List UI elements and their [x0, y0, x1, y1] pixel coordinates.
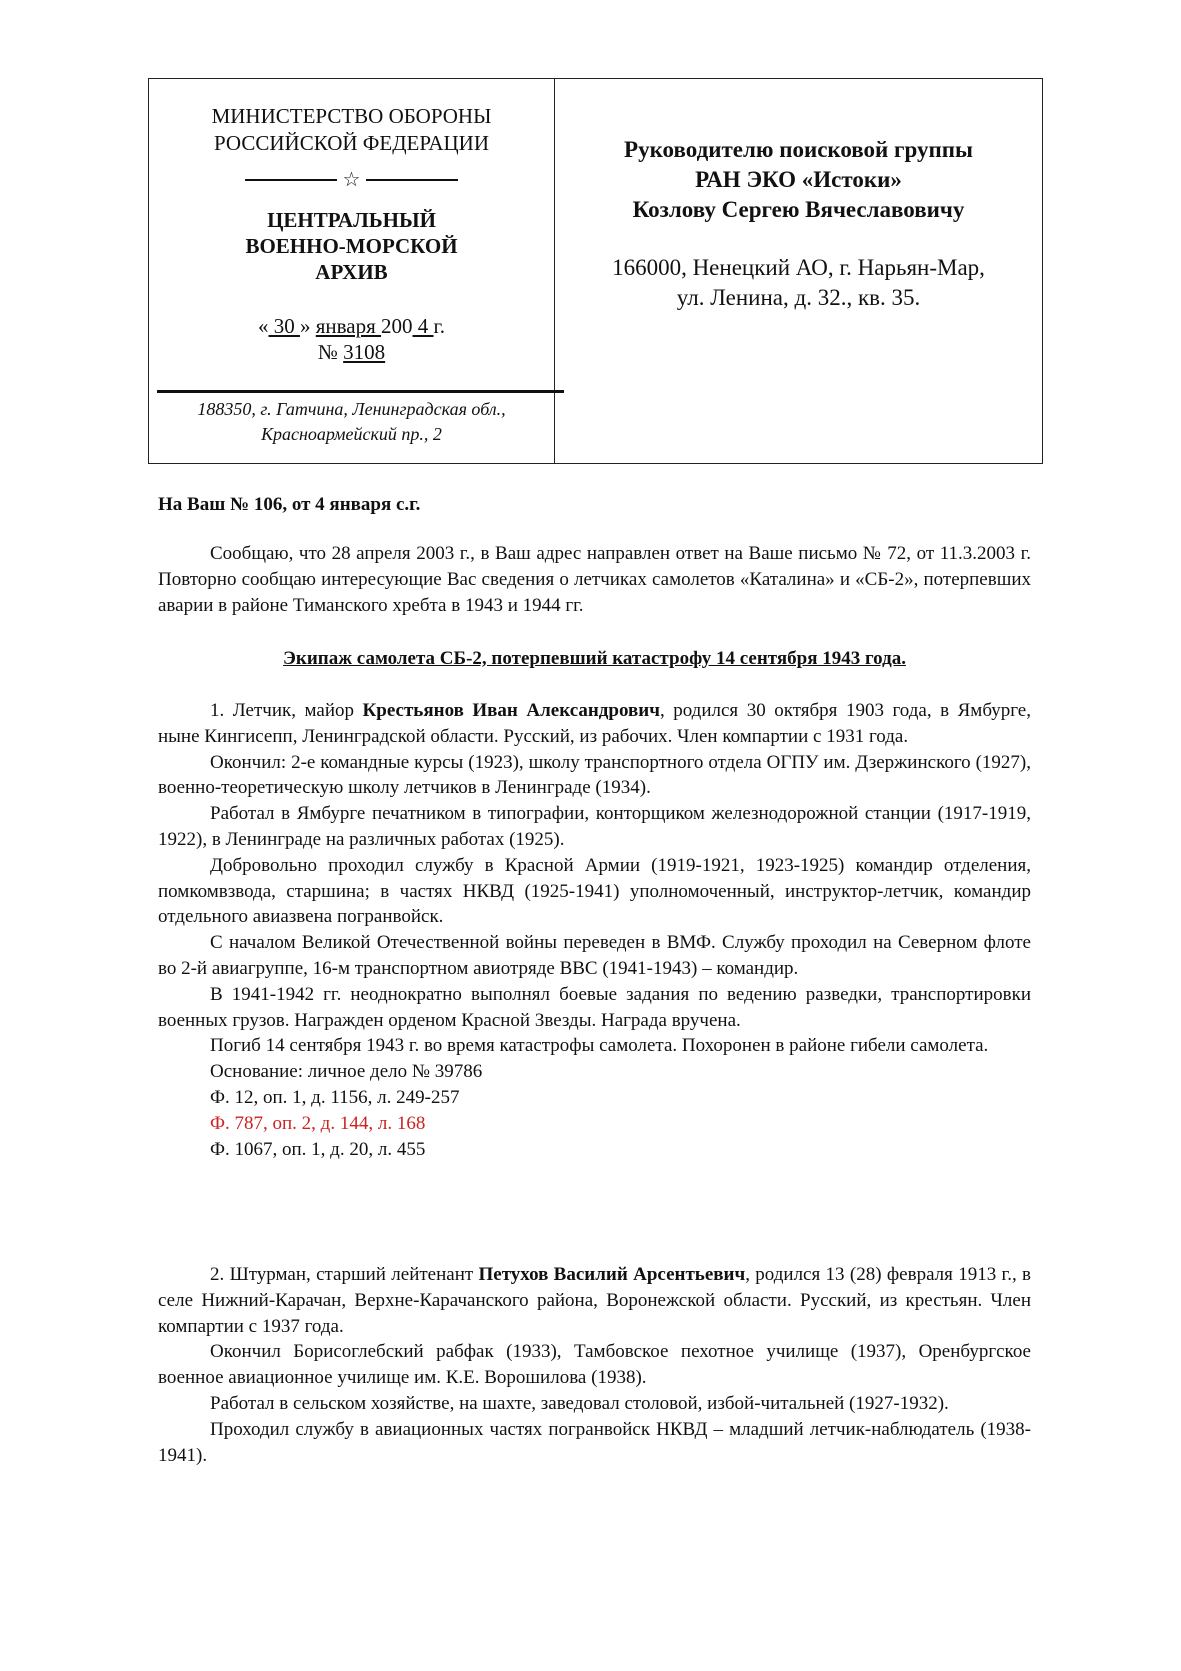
section-title: Экипаж самолета СБ-2, потерпевший катастрофу 14 сентября 1943 года. — [283, 648, 906, 669]
crew-1-paragraph: В 1941-1942 гг. неоднократно выполнял боевые задания по ведению разведки, транспортировки военных грузов. Награжден орденом Красной Звезды. Награда вручена. — [158, 983, 1031, 1031]
crew-2-intro — [158, 1262, 1031, 1339]
recipient-address-line-2: ул. Ленина, д. 32., кв. 35. — [676, 285, 921, 310]
number-label: № — [317, 340, 344, 364]
recipient-line-1: Руководителю поисковой группы — [624, 137, 973, 162]
crew-1-name: Крестьянов Иван Александрович — [362, 700, 660, 721]
citation-highlighted: Ф. 787, оп. 2, д. 144, л. 168 — [210, 1112, 426, 1134]
recipient-name — [555, 135, 1042, 225]
citation: Ф. 12, оп. 1, д. 1156, л. 249-257 — [210, 1086, 460, 1108]
archive-address — [149, 397, 554, 447]
crew-1-paragraph: Работал в Ямбурге печатником в типографии, конторщиком железнодорожной станции (1917-1919, 1922), в Ленинграде на различных работах (1925). — [158, 803, 1031, 850]
divider-line-right — [366, 179, 458, 180]
date-quote-open: « — [257, 314, 269, 338]
letter-date — [149, 313, 554, 365]
crew-1-bio: , родился 30 октября 1903 года, в Ямбурге, ныне Кингисепп, Ленинградской области. Русский, из рабочих. Член компартии с 1931 года. — [158, 700, 1031, 747]
crew-1-paragraph: Добровольно проходил службу в Красной Армии (1919-1921, 1923-1925) командир отделения, помкомвзвода, старшина; в частях НКВД (1925-1941) уполномоченный, инструктор-летчик, командир отдельного авиазвена погранвойск. — [158, 854, 1031, 928]
date-year-digit: 4 — [412, 314, 434, 338]
star-icon: ☆ — [342, 169, 361, 191]
intro-block — [158, 541, 1031, 618]
letterhead-table — [148, 78, 1043, 464]
ministry-name — [149, 103, 554, 157]
sender-block — [149, 79, 555, 463]
star-divider — [149, 170, 554, 190]
recipient-address-line-1: 166000, Ненецкий АО, г. Нарьян-Мар, — [612, 255, 985, 280]
crew-1-paragraph: Погиб 14 сентября 1943 г. во время катастрофы самолета. Похоронен в районе гибели самолета. — [210, 1035, 989, 1057]
reference-line: На Ваш № 106, от 4 января с.г. — [158, 494, 421, 515]
crew-2-paragraph: Окончил Борисоглебский рабфак (1933), Тамбовское пехотное училище (1937), Оренбургское военное авиационное училище им. К.Е. Ворошилова (1938). — [158, 1341, 1031, 1389]
recipient-line-3: Козлову Сергею Вячеславовичу — [632, 197, 965, 222]
crew-1-intro — [158, 698, 1031, 750]
crew-1-paragraph: Окончил: 2-е командные курсы (1923), школу транспортного отдела ОГПУ им. Дзержинского (1927), военно-теоретическую школу летчиков в Ленинграде (1934). — [158, 751, 1031, 799]
crew-2-name: Петухов Василий Арсентьевич — [478, 1264, 746, 1285]
crew-2-rank: 2. Штурман, старший лейтенант — [210, 1264, 479, 1285]
divider-line-left — [245, 179, 337, 180]
archive-line-1: ЦЕНТРАЛЬНЫЙ — [267, 208, 436, 232]
archive-name — [149, 207, 554, 285]
crew-2-paragraph: Работал в сельском хозяйстве, на шахте, заведовал столовой, избой-читальней (1927-1932). — [210, 1392, 949, 1414]
archive-line-2: ВОЕННО-МОРСКОЙ — [245, 234, 458, 258]
address-divider — [157, 390, 564, 393]
archive-line-3: АРХИВ — [315, 260, 388, 284]
letter-number — [149, 339, 554, 365]
crew-member-2 — [158, 1262, 1031, 1468]
ministry-line-2: РОССИЙСКОЙ ФЕДЕРАЦИИ — [214, 131, 489, 155]
crew-2-bio: , родился 13 (28) февраля 1913 г., в селе Нижний-Карачан, Верхне-Карачанского района, Воронежской области. Русский, из крестьян. Член компартии с 1937 года. — [158, 1264, 1031, 1337]
date-month: января — [315, 314, 382, 338]
recipient-address — [555, 253, 1042, 313]
archive-address-line-2: Красноармейский пр., 2 — [261, 424, 442, 444]
date-suffix: г. — [433, 314, 446, 338]
crew-1-paragraph: С началом Великой Отечественной войны переведен в ВМФ. Службу проходил на Северном флоте во 2-й авиагруппе, 16-м транспортном авиотряде ВВС (1941-1943) – командир. — [158, 932, 1031, 979]
recipient-line-2: РАН ЭКО «Истоки» — [695, 167, 902, 192]
date-year-prefix: 200 — [381, 314, 413, 338]
date-day: 30 — [268, 314, 300, 338]
intro-paragraph: Сообщаю, что 28 апреля 2003 г., в Ваш адрес направлен ответ на Ваше письмо № 72, от 11.3.2003 г. Повторно сообщаю интересующие Вас сведения о летчиках самолетов «Каталина» и «СБ-2», потерпевших аварии в районе Тиманского хребта в 1943 и 1944 гг. — [158, 543, 1031, 616]
crew-member-1 — [158, 698, 1031, 1162]
crew-2-paragraph: Проходил службу в авиационных частях погранвойск НКВД – младший летчик-наблюдатель (1938-1941). — [158, 1418, 1031, 1466]
archive-address-line-1: 188350, г. Гатчина, Ленинградская обл., — [197, 399, 506, 419]
ministry-line-1: МИНИСТЕРСТВО ОБОРОНЫ — [211, 104, 492, 128]
citation: Ф. 1067, оп. 1, д. 20, л. 455 — [210, 1138, 426, 1160]
number-value: 3108 — [343, 340, 386, 364]
crew-1-basis: Основание: личное дело № 39786 — [210, 1061, 483, 1083]
recipient-block — [555, 79, 1042, 463]
date-quote-close: » — [299, 314, 316, 338]
crew-1-rank: 1. Летчик, майор — [210, 700, 363, 721]
